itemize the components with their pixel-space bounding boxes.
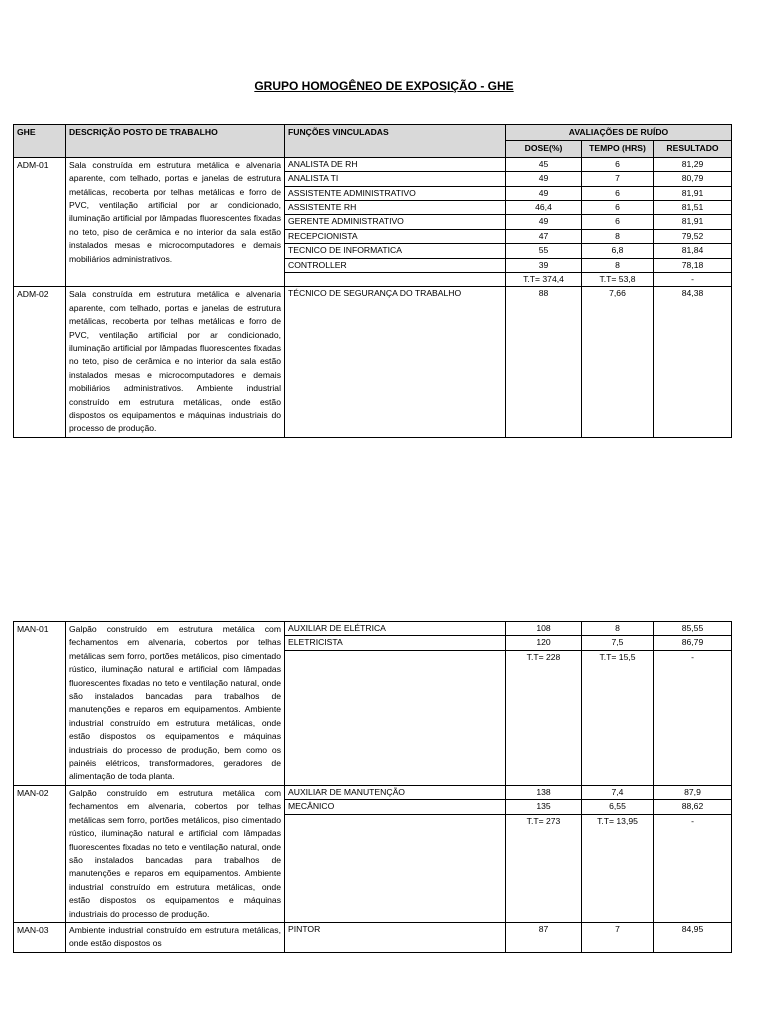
total-tempo: T.T= 53,8 — [599, 273, 636, 284]
dose-column — [506, 785, 582, 922]
result-value: 81,51 — [654, 201, 731, 215]
total-tempo: T.T= 15,5 — [599, 651, 636, 662]
time-value: 8 — [582, 259, 653, 273]
function-name: AUXILIAR DE ELÉTRICA — [285, 622, 505, 636]
total-resultado: - — [691, 651, 694, 662]
function-name: ANALISTA DE RH — [285, 158, 505, 172]
ghe-row — [14, 157, 732, 287]
result-value: 79,52 — [654, 230, 731, 244]
total-dose: T.T= 374,4 — [523, 273, 564, 284]
resultado-column — [654, 622, 732, 786]
workplace-description: Sala construída em estrutura metálica e alvenaria aparente, com telhado, portas e janelas de estrutura metálicas, recoberta por telhas metálicas e forro de PVC, ventilação artificial por ar condicionado, iluminação artificial por lâmpadas fluorescentes fixadas no teto, piso de cerâmica e no interior da sala estão instalados mesas e microcomputadores e demais mobiliários administrativos. Ambiente industrial construído em estrutura metálicas, onde estão dispostos os equipamentos e máquinas industriais do processo de produção. — [66, 287, 285, 437]
header-tempo: TEMPO (HRS) — [582, 141, 654, 157]
result-value: 78,18 — [654, 259, 731, 273]
time-value: 7,5 — [582, 636, 653, 650]
funcao-column — [285, 922, 506, 952]
ghe-code: MAN-03 — [14, 922, 66, 952]
result-value: 88,62 — [654, 800, 731, 814]
total-resultado: - — [691, 815, 694, 826]
tempo-column — [582, 287, 654, 437]
function-name: ASSISTENTE RH — [285, 201, 505, 215]
dose-value: 138 — [506, 786, 581, 800]
workplace-description: Galpão construído em estrutura metálica com fechamentos em alvenaria, cobertos por telhas metálicas sem forro, portões metálicos, piso cimentado rústico, iluminação natural e artificial com lâmpadas fluorescentes fixadas no teto e ventilação natural, onde são instalados bancadas para trabalhos de manutenções e reparos em equipamentos. Ambiente industrial construído em estrutura metálicas, onde estão dispostos os equipamentos e máquinas industriais do processo de produção. — [66, 785, 285, 922]
dose-value: 49 — [506, 215, 581, 229]
workplace-description: Sala construída em estrutura metálica e alvenaria aparente, com telhado, portas e janelas de estrutura metálicas, recoberta por telhas metálicas e forro de PVC, ventilação artificial por ar condicionado, iluminação artificial por lâmpadas fluorescentes fixadas no teto, piso de cerâmica e no interior da sala estão instalados mesas e microcomputadores e demais mobiliários administrativos. — [66, 157, 285, 287]
header-dose: DOSE(%) — [506, 141, 582, 157]
ghe-code: MAN-02 — [14, 785, 66, 922]
funcao-column — [285, 157, 506, 287]
time-value: 6 — [582, 158, 653, 172]
resultado-column — [654, 922, 732, 952]
function-name: TÉCNICO DE SEGURANÇA DO TRABALHO — [288, 288, 462, 299]
time-value: 6 — [582, 215, 653, 229]
dose-value: 120 — [506, 636, 581, 650]
dose-value: 49 — [506, 187, 581, 201]
dose-value: 47 — [506, 230, 581, 244]
result-value: 81,91 — [654, 215, 731, 229]
time-value: 7,66 — [609, 288, 626, 299]
dose-value: 49 — [506, 172, 581, 186]
time-value: 6 — [582, 187, 653, 201]
function-name: CONTROLLER — [285, 259, 505, 273]
result-value: 80,79 — [654, 172, 731, 186]
time-value: 7 — [582, 172, 653, 186]
header-funcoes: FUNÇÕES VINCULADAS — [285, 125, 506, 158]
document-title: GRUPO HOMOGÊNEO DE EXPOSIÇÃO - GHE — [254, 79, 514, 93]
dose-value: 88 — [538, 288, 549, 299]
funcao-column — [285, 622, 506, 786]
ghe-code: ADM-01 — [14, 157, 66, 287]
time-value: 8 — [582, 622, 653, 636]
ghe-code: MAN-01 — [14, 622, 66, 786]
function-name: TECNICO DE INFORMATICA — [285, 244, 505, 258]
result-value: 85,55 — [654, 622, 731, 636]
time-value: 6,55 — [582, 800, 653, 814]
dose-value: 46,4 — [506, 201, 581, 215]
time-value: 6 — [582, 201, 653, 215]
header-avaliacoes-ruido: AVALIAÇÕES DE RUÍDO — [506, 125, 732, 141]
total-resultado: - — [691, 273, 694, 284]
ghe-row — [14, 922, 732, 952]
resultado-column — [654, 785, 732, 922]
function-name: ASSISTENTE ADMINISTRATIVO — [285, 187, 505, 201]
total-spacer — [285, 651, 505, 664]
header-resultado: RESULTADO — [654, 141, 732, 157]
function-name: AUXILIAR DE MANUTENÇÃO — [285, 786, 505, 800]
workplace-description: Ambiente industrial construído em estrutura metálicas, onde estão dispostos os — [66, 922, 285, 952]
tempo-column — [582, 922, 654, 952]
time-value: 8 — [582, 230, 653, 244]
resultado-column — [654, 287, 732, 437]
result-value: 87,9 — [654, 786, 731, 800]
header-descricao: DESCRIÇÃO POSTO DE TRABALHO — [66, 125, 285, 158]
funcao-column — [285, 287, 506, 437]
ghe-code: ADM-02 — [14, 287, 66, 437]
ghe-table-bottom — [13, 621, 732, 953]
dose-value: 87 — [538, 923, 549, 934]
dose-column — [506, 157, 582, 287]
total-spacer — [285, 273, 505, 286]
workplace-description: Galpão construído em estrutura metálica com fechamentos em alvenaria, cobertos por telhas metálicas sem forro, portões metálicos, piso cimentado rústico, iluminação natural e artificial com lâmpadas fluorescentes fixadas no teto e ventilação natural, onde são instalados bancadas para trabalhos de manutenções e reparos em equipamentos. Ambiente industrial construído em estrutura metálicas, onde estão dispostos os equipamentos e máquinas industriais do processo de produção, bem como os painéis elétricos, transformadores, geradores de alimentação de toda planta. — [66, 622, 285, 786]
funcao-column — [285, 785, 506, 922]
time-value: 6,8 — [582, 244, 653, 258]
total-dose: T.T= 228 — [526, 651, 561, 662]
result-value: 86,79 — [654, 636, 731, 650]
dose-value: 45 — [506, 158, 581, 172]
dose-column — [506, 922, 582, 952]
tempo-column — [582, 785, 654, 922]
tempo-column — [582, 157, 654, 287]
time-value: 7,4 — [582, 786, 653, 800]
ghe-row — [14, 622, 732, 786]
total-tempo: T.T= 13,95 — [597, 815, 638, 826]
result-value: 84,38 — [681, 288, 704, 299]
dose-value: 55 — [506, 244, 581, 258]
total-dose: T.T= 273 — [526, 815, 561, 826]
time-value: 7 — [615, 923, 620, 934]
header-ghe: GHE — [14, 125, 66, 158]
function-name: MECÂNICO — [285, 800, 505, 814]
ghe-row — [14, 287, 732, 437]
dose-value: 135 — [506, 800, 581, 814]
result-value: 81,29 — [654, 158, 731, 172]
ghe-table-top — [13, 124, 732, 438]
tempo-column — [582, 622, 654, 786]
dose-value: 39 — [506, 259, 581, 273]
resultado-column — [654, 157, 732, 287]
function-name: RECEPCIONISTA — [285, 230, 505, 244]
function-name: GERENTE ADMINISTRATIVO — [285, 215, 505, 229]
function-name: ANALISTA TI — [285, 172, 505, 186]
result-value: 84,95 — [681, 923, 704, 934]
function-name: ELETRICISTA — [285, 636, 505, 650]
dose-column — [506, 622, 582, 786]
total-spacer — [285, 815, 505, 828]
result-value: 81,91 — [654, 187, 731, 201]
function-name: PINTOR — [288, 923, 321, 934]
dose-column — [506, 287, 582, 437]
result-value: 81,84 — [654, 244, 731, 258]
dose-value: 108 — [506, 622, 581, 636]
ghe-row — [14, 785, 732, 922]
